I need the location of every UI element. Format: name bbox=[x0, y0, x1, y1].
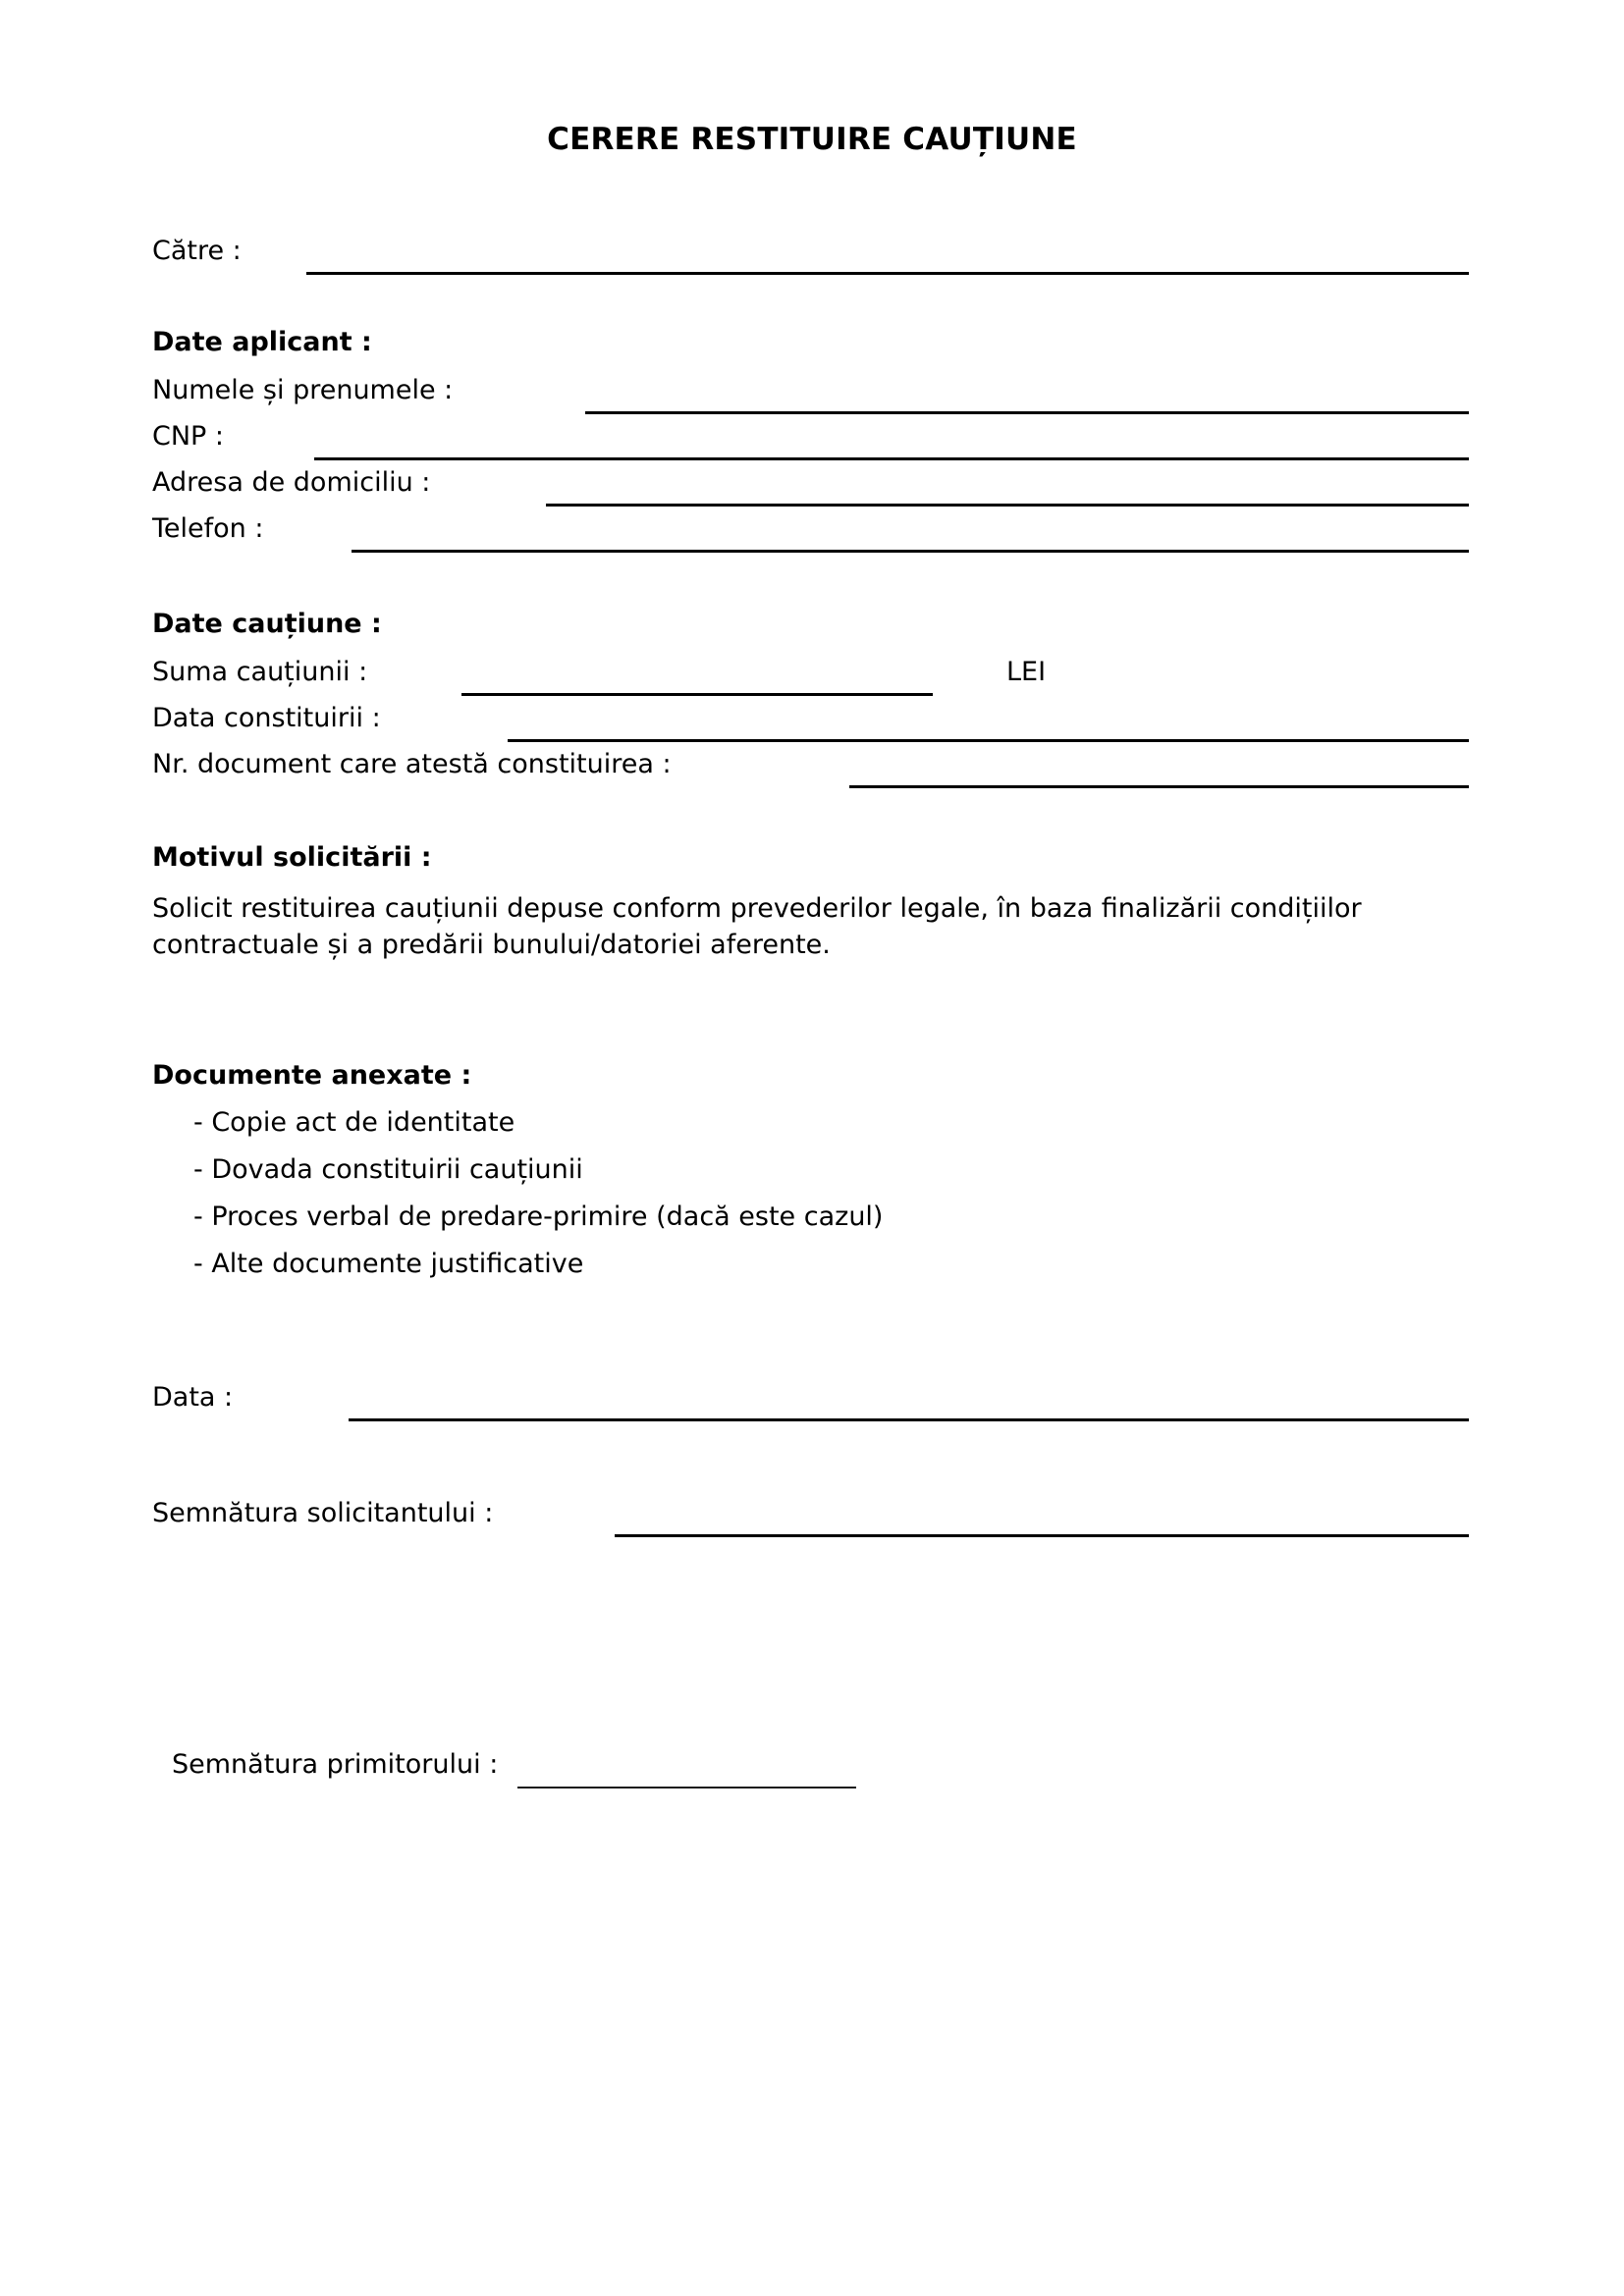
receiver-signature-label: Semnătura primitorului : bbox=[172, 1749, 499, 1780]
list-item: - Dovada constituirii cauțiunii bbox=[193, 1154, 583, 1185]
reason-body bbox=[152, 890, 1362, 963]
deposit-section-heading: Date cauțiune : bbox=[152, 609, 382, 639]
page-title: CERERE RESTITUIRE CAUȚIUNE bbox=[547, 122, 1077, 157]
deposit-date-input-rule[interactable] bbox=[508, 739, 1469, 742]
applicant-signature-label: Semnătura solicitantului : bbox=[152, 1498, 494, 1528]
list-item: - Alte documente justificative bbox=[193, 1249, 584, 1279]
address-input-rule[interactable] bbox=[546, 504, 1469, 507]
address-label: Adresa de domiciliu : bbox=[152, 467, 431, 498]
receiver-signature-rule[interactable] bbox=[517, 1787, 856, 1789]
recipient-input-rule[interactable] bbox=[306, 272, 1469, 275]
cnp-label: CNP : bbox=[152, 421, 225, 452]
full-name-label: Numele și prenumele : bbox=[152, 375, 454, 405]
currency-label: LEI bbox=[1006, 657, 1047, 687]
deposit-document-input-rule[interactable] bbox=[849, 785, 1469, 788]
attachments-section-heading: Documente anexate : bbox=[152, 1060, 472, 1091]
reason-section-heading: Motivul solicitării : bbox=[152, 842, 432, 873]
reason-body-line-1: Solicit restituirea cauțiunii depuse conform prevederilor legale, în baza finalizării condițiilor bbox=[152, 893, 1362, 924]
applicant-section-heading: Date aplicant : bbox=[152, 327, 372, 357]
deposit-document-label: Nr. document care atestă constituirea : bbox=[152, 749, 672, 779]
list-item: - Proces verbal de predare-primire (dacă este cazul) bbox=[193, 1201, 884, 1232]
deposit-date-label: Data constituirii : bbox=[152, 703, 381, 733]
deposit-amount-label: Suma cauțiunii : bbox=[152, 657, 368, 687]
deposit-amount-input-rule[interactable] bbox=[461, 693, 933, 696]
date-label: Data : bbox=[152, 1382, 234, 1413]
date-input-rule[interactable] bbox=[349, 1418, 1469, 1421]
list-item: - Copie act de identitate bbox=[193, 1107, 515, 1138]
reason-body-line-2: contractuale și a predării bunului/datoriei aferente. bbox=[152, 930, 831, 960]
applicant-signature-rule[interactable] bbox=[615, 1534, 1469, 1537]
phone-input-rule[interactable] bbox=[352, 550, 1469, 553]
cnp-input-rule[interactable] bbox=[314, 457, 1469, 460]
phone-label: Telefon : bbox=[152, 513, 264, 544]
full-name-input-rule[interactable] bbox=[585, 411, 1469, 414]
recipient-label: Către : bbox=[152, 236, 242, 266]
